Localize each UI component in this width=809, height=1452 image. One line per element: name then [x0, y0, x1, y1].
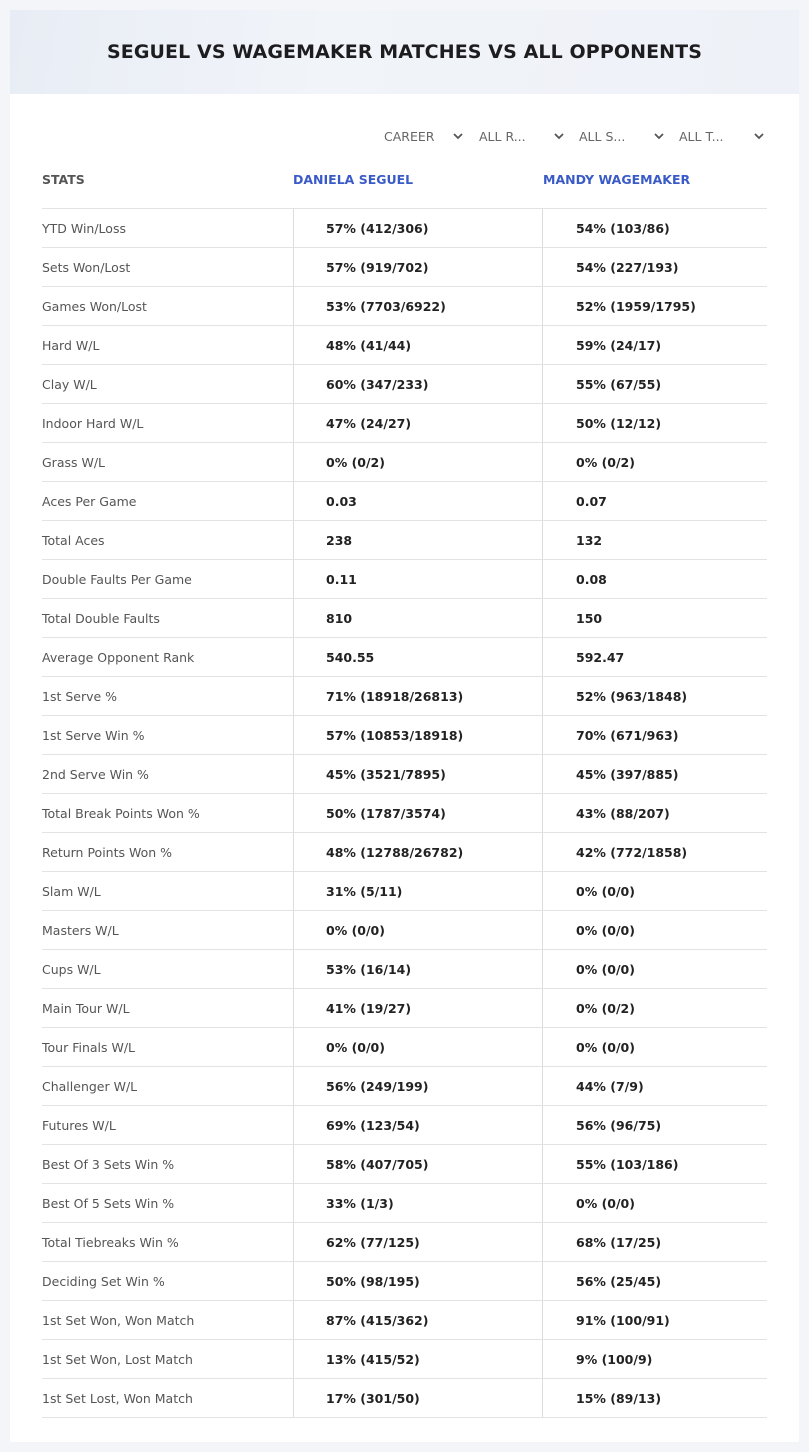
table-row	[42, 638, 767, 677]
column-header-player2-link[interactable]: MANDY WAGEMAKER	[543, 172, 691, 187]
filter-label: ALL T...	[679, 128, 724, 144]
stat-label: Futures W/L	[42, 1118, 116, 1133]
player1-stat-value: 810	[326, 611, 353, 626]
player2-stat-value: 0% (0/0)	[576, 923, 635, 938]
player1-stat-value: 540.55	[326, 650, 375, 665]
player2-stat-value: 54% (103/86)	[576, 221, 670, 236]
stat-label: Sets Won/Lost	[42, 260, 131, 275]
table-row	[42, 287, 767, 326]
chevron-down-icon	[753, 130, 765, 142]
player2-stat-value: 592.47	[576, 650, 625, 665]
stat-label: 1st Serve Win %	[42, 728, 145, 743]
player2-stat-value: 150	[576, 611, 603, 626]
stat-label: Best Of 5 Sets Win %	[42, 1196, 175, 1211]
table-row	[42, 677, 767, 716]
chevron-down-icon	[553, 130, 565, 142]
player1-stat-value: 62% (77/125)	[326, 1235, 420, 1250]
player2-stat-value: 0.07	[576, 494, 607, 509]
player1-stat-value: 48% (41/44)	[326, 338, 412, 353]
player1-stat-value: 48% (12788/26782)	[326, 845, 464, 860]
player2-stat-value: 55% (67/55)	[576, 377, 662, 392]
player1-stat-value: 60% (347/233)	[326, 377, 429, 392]
column-header-stats: STATS	[42, 172, 85, 187]
table-row	[42, 1379, 767, 1418]
filter-surface-select[interactable]	[579, 126, 665, 146]
stat-label: Games Won/Lost	[42, 299, 147, 314]
table-row	[42, 599, 767, 638]
stat-label: Hard W/L	[42, 338, 100, 353]
filter-rounds-select[interactable]	[479, 126, 565, 146]
stat-label: Tour Finals W/L	[42, 1040, 136, 1055]
player2-stat-value: 44% (7/9)	[576, 1079, 644, 1094]
table-row	[42, 560, 767, 599]
player2-stat-value: 56% (96/75)	[576, 1118, 662, 1133]
filter-label: CAREER	[384, 128, 435, 144]
player1-stat-value: 87% (415/362)	[326, 1313, 429, 1328]
stat-label: 2nd Serve Win %	[42, 767, 149, 782]
stat-label: Total Aces	[42, 533, 105, 548]
filter-label: ALL S...	[579, 128, 626, 144]
player2-stat-value: 45% (397/885)	[576, 767, 679, 782]
player2-stat-value: 68% (17/25)	[576, 1235, 662, 1250]
player1-stat-value: 57% (10853/18918)	[326, 728, 464, 743]
table-row	[42, 1067, 767, 1106]
table-row	[42, 911, 767, 950]
stat-label: Clay W/L	[42, 377, 97, 392]
chevron-down-icon	[452, 130, 464, 142]
stat-label: 1st Set Lost, Won Match	[42, 1391, 193, 1406]
filter-career-select[interactable]	[384, 126, 464, 146]
table-row	[42, 950, 767, 989]
player2-stat-value: 59% (24/17)	[576, 338, 662, 353]
stats-card	[10, 10, 799, 1442]
stat-label: 1st Serve %	[42, 689, 118, 704]
stat-label: Best Of 3 Sets Win %	[42, 1157, 175, 1172]
player1-stat-value: 238	[326, 533, 353, 548]
table-row	[42, 833, 767, 872]
table-row	[42, 716, 767, 755]
table-row	[42, 989, 767, 1028]
player1-stat-value: 53% (16/14)	[326, 962, 412, 977]
table-row	[42, 872, 767, 911]
player2-stat-value: 55% (103/186)	[576, 1157, 679, 1172]
table-row	[42, 1184, 767, 1223]
stat-label: Total Double Faults	[42, 611, 160, 626]
stats-table	[42, 208, 767, 1418]
stat-label: Total Tiebreaks Win %	[42, 1235, 179, 1250]
stat-label: Cups W/L	[42, 962, 101, 977]
stat-label: Total Break Points Won %	[42, 806, 200, 821]
player1-stat-value: 0% (0/0)	[326, 1040, 385, 1055]
table-row	[42, 326, 767, 365]
player1-stat-value: 53% (7703/6922)	[326, 299, 446, 314]
player1-stat-value: 50% (1787/3574)	[326, 806, 446, 821]
table-row	[42, 209, 767, 248]
player2-stat-value: 132	[576, 533, 603, 548]
player1-stat-value: 69% (123/54)	[326, 1118, 420, 1133]
player2-stat-value: 0% (0/0)	[576, 962, 635, 977]
table-row	[42, 1340, 767, 1379]
table-row	[42, 1223, 767, 1262]
stat-label: Return Points Won %	[42, 845, 173, 860]
player1-stat-value: 0% (0/0)	[326, 923, 385, 938]
player2-stat-value: 54% (227/193)	[576, 260, 679, 275]
player1-stat-value: 13% (415/52)	[326, 1352, 420, 1367]
player2-stat-value: 52% (963/1848)	[576, 689, 688, 704]
stat-label: Main Tour W/L	[42, 1001, 130, 1016]
player1-stat-value: 31% (5/11)	[326, 884, 403, 899]
player1-stat-value: 47% (24/27)	[326, 416, 412, 431]
table-row	[42, 1262, 767, 1301]
player1-stat-value: 58% (407/705)	[326, 1157, 429, 1172]
page-title: SEGUEL VS WAGEMAKER MATCHES VS ALL OPPONENTS	[106, 41, 703, 63]
player1-stat-value: 0.03	[326, 494, 357, 509]
stat-label: Indoor Hard W/L	[42, 416, 144, 431]
player2-stat-value: 0% (0/0)	[576, 1040, 635, 1055]
player2-stat-value: 9% (100/9)	[576, 1352, 653, 1367]
table-row	[42, 1301, 767, 1340]
player2-stat-value: 52% (1959/1795)	[576, 299, 696, 314]
table-row	[42, 794, 767, 833]
player1-stat-value: 0% (0/2)	[326, 455, 385, 470]
player2-stat-value: 42% (772/1858)	[576, 845, 688, 860]
table-row	[42, 521, 767, 560]
stat-label: Grass W/L	[42, 455, 106, 470]
player2-stat-value: 50% (12/12)	[576, 416, 662, 431]
table-row	[42, 482, 767, 521]
player1-stat-value: 71% (18918/26813)	[326, 689, 464, 704]
table-row	[42, 755, 767, 794]
chevron-down-icon	[653, 130, 665, 142]
table-row	[42, 1028, 767, 1067]
player1-stat-value: 0.11	[326, 572, 357, 587]
player1-stat-value: 33% (1/3)	[326, 1196, 394, 1211]
player1-stat-value: 50% (98/195)	[326, 1274, 420, 1289]
stat-label: Slam W/L	[42, 884, 101, 899]
player2-stat-value: 15% (89/13)	[576, 1391, 662, 1406]
player1-stat-value: 57% (919/702)	[326, 260, 429, 275]
table-row	[42, 365, 767, 404]
player1-stat-value: 56% (249/199)	[326, 1079, 429, 1094]
table-row	[42, 1106, 767, 1145]
player2-stat-value: 70% (671/963)	[576, 728, 679, 743]
table-row	[42, 443, 767, 482]
stat-label: 1st Set Won, Won Match	[42, 1313, 195, 1328]
filter-bar	[10, 126, 799, 146]
filter-tournament-select[interactable]	[679, 126, 765, 146]
player1-stat-value: 41% (19/27)	[326, 1001, 412, 1016]
stat-label: YTD Win/Loss	[42, 221, 126, 236]
stat-label: Double Faults Per Game	[42, 572, 192, 587]
column-header-player1-link[interactable]: DANIELA SEGUEL	[293, 172, 414, 187]
player1-stat-value: 17% (301/50)	[326, 1391, 420, 1406]
player1-stat-value: 57% (412/306)	[326, 221, 429, 236]
stat-label: Average Opponent Rank	[42, 650, 195, 665]
stat-label: Aces Per Game	[42, 494, 137, 509]
page-header	[10, 10, 799, 94]
stat-label: Challenger W/L	[42, 1079, 138, 1094]
player2-stat-value: 56% (25/45)	[576, 1274, 662, 1289]
stat-label: Deciding Set Win %	[42, 1274, 165, 1289]
table-row	[42, 248, 767, 287]
player1-stat-value: 45% (3521/7895)	[326, 767, 446, 782]
player2-stat-value: 91% (100/91)	[576, 1313, 670, 1328]
player2-stat-value: 0.08	[576, 572, 607, 587]
stat-label: Masters W/L	[42, 923, 119, 938]
filter-label: ALL R...	[479, 128, 526, 144]
table-row	[42, 1145, 767, 1184]
player2-stat-value: 0% (0/0)	[576, 1196, 635, 1211]
table-row	[42, 404, 767, 443]
player2-stat-value: 0% (0/2)	[576, 1001, 635, 1016]
stat-label: 1st Set Won, Lost Match	[42, 1352, 193, 1367]
player2-stat-value: 0% (0/0)	[576, 884, 635, 899]
player2-stat-value: 0% (0/2)	[576, 455, 635, 470]
player2-stat-value: 43% (88/207)	[576, 806, 670, 821]
